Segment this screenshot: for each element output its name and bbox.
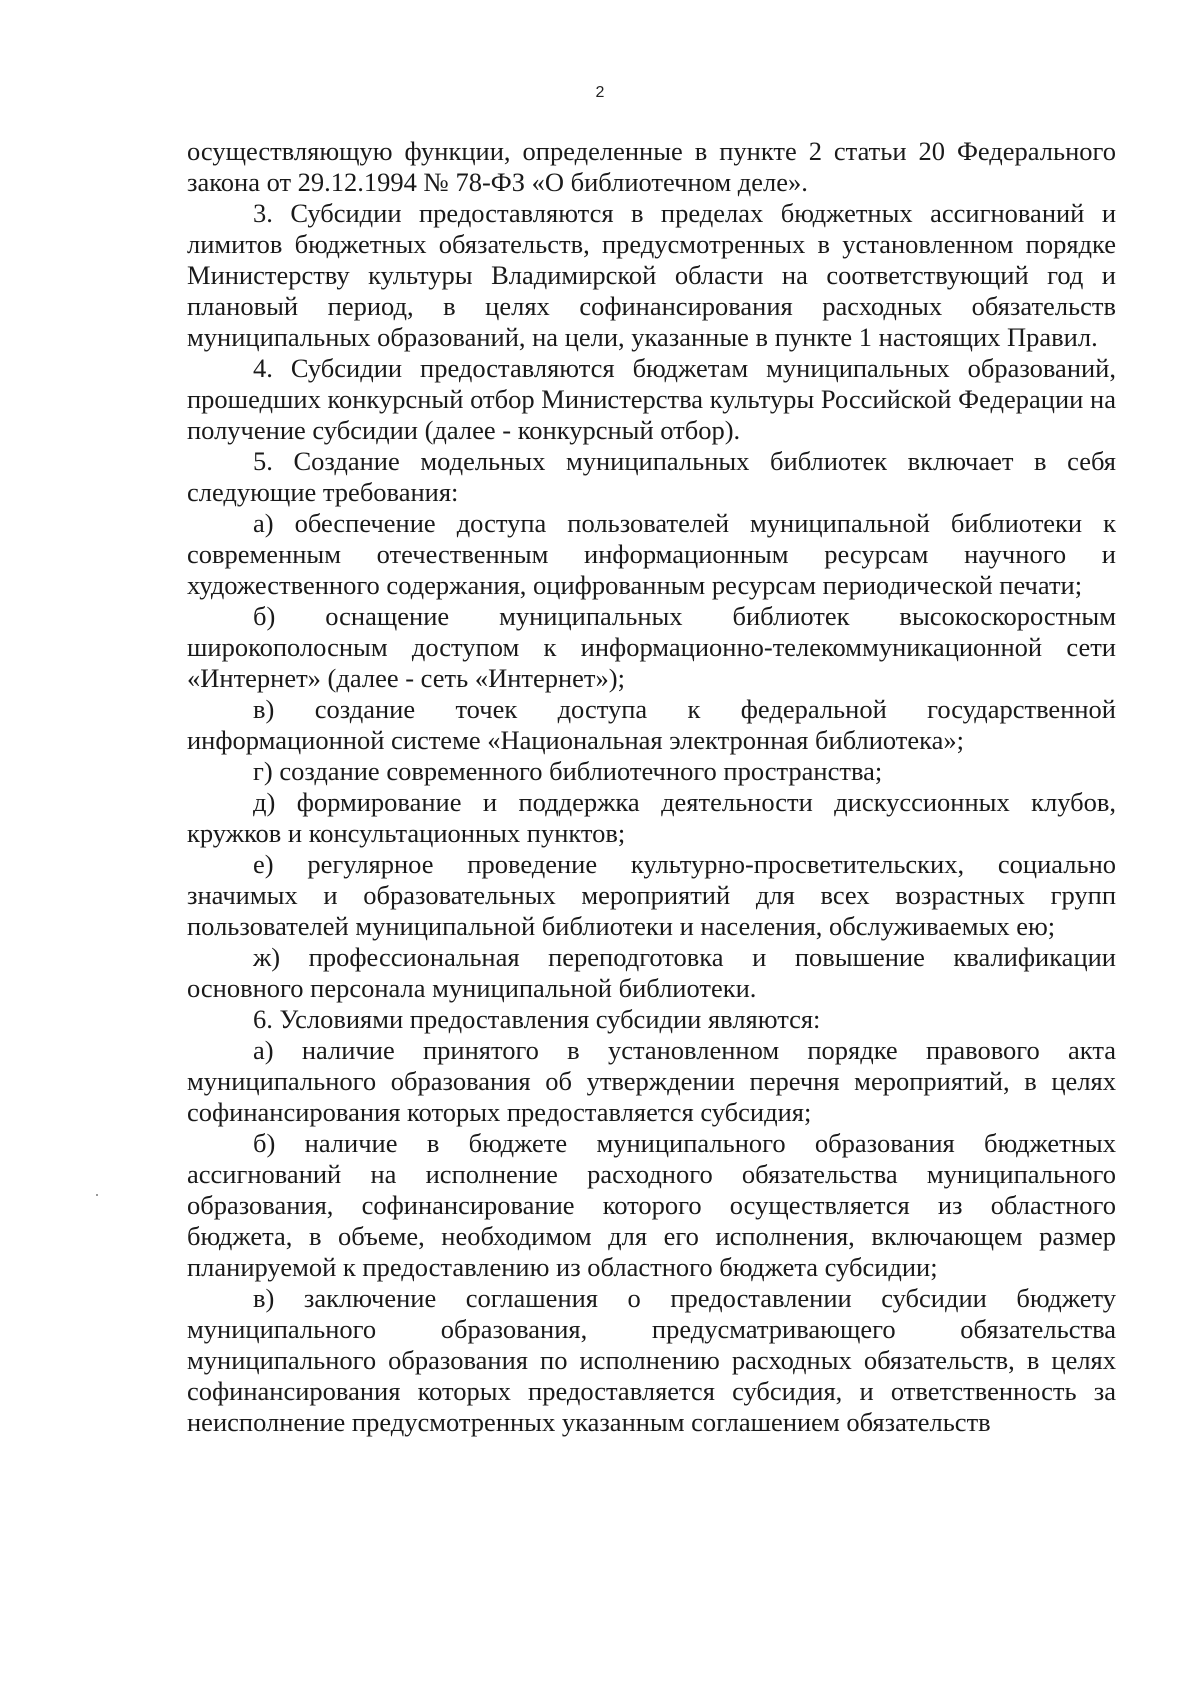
paragraph-condition-a: а) наличие принятого в установленном порядке правового акта муниципального образования об утверждении перечня мероприятий, в целях софинансирования которых предоставляется субсидия; bbox=[187, 1035, 1116, 1127]
paragraph-item-d: д) формирование и поддержка деятельности дискуссионных клубов, кружков и консультационных пунктов; bbox=[187, 787, 1116, 848]
page-number: 2 bbox=[595, 84, 605, 101]
paragraph-clause-3: 3. Субсидии предоставляются в пределах бюджетных ассигнований и лимитов бюджетных обязательств, предусмотренных в установленном порядке Министерству культуры Владимирской области на соответствующий год и плановый период, в целях софинансирования расходных обязательств муниципальных образований, на цели, указанные в пункте 1 настоящих Правил. bbox=[187, 198, 1116, 352]
paragraph-item-e: е) регулярное проведение культурно-просветительских, социально значимых и образовательных мероприятий для всех возрастных групп пользователей муниципальной библиотеки и населения, обслуживаемых ею; bbox=[187, 849, 1116, 941]
paragraph-continuation: осуществляющую функции, определенные в пункте 2 статьи 20 Федерального закона от 29.12.1994 № 78-ФЗ «О библиотечном деле». bbox=[187, 136, 1116, 197]
paragraph-item-g: г) создание современного библиотечного пространства; bbox=[253, 756, 883, 786]
paragraph-item-zh: ж) профессиональная переподготовка и повышение квалификации основного персонала муниципальной библиотеки. bbox=[187, 942, 1116, 1003]
paragraph-condition-v: в) заключение соглашения о предоставлении субсидии бюджету муниципального образования, предусматривающего обязательства муниципального образования по исполнению расходных обязательств, в целях софинансирования которых предоставляется субсидия, и ответственность за неисполнение предусмотренных указанным соглашением обязательств bbox=[187, 1283, 1116, 1437]
paragraph-clause-6: 6. Условиями предоставления субсидии являются: bbox=[253, 1004, 821, 1034]
document-body bbox=[187, 136, 1116, 1438]
paragraph-clause-5: 5. Создание модельных муниципальных библиотек включает в себя следующие требования: bbox=[187, 446, 1116, 507]
paragraph-clause-4: 4. Субсидии предоставляются бюджетам муниципальных образований, прошедших конкурсный отбор Министерства культуры Российской Федерации на получение субсидии (далее - конкурсный отбор). bbox=[187, 353, 1116, 445]
paragraph-condition-b: б) наличие в бюджете муниципального образования бюджетных ассигнований на исполнение расходного обязательства муниципального образования, софинансирование которого осуществляется из областного бюджета, в объеме, необходимом для его исполнения, включающем размер планируемой к предоставлению из областного бюджета субсидии; bbox=[187, 1128, 1116, 1282]
scan-artifact-dot bbox=[96, 1194, 98, 1196]
paragraph-item-v: в) создание точек доступа к федеральной государственной информационной системе «Национальная электронная библиотека»; bbox=[187, 694, 1116, 755]
paragraph-item-b: б) оснащение муниципальных библиотек высокоскоростным широкополосным доступом к информационно-телекоммуникационной сети «Интернет» (далее - сеть «Интернет»); bbox=[187, 601, 1116, 693]
paragraph-item-a: а) обеспечение доступа пользователей муниципальной библиотеки к современным отечественным информационным ресурсам научного и художественного содержания, оцифрованным ресурсам периодической печати; bbox=[187, 508, 1116, 600]
